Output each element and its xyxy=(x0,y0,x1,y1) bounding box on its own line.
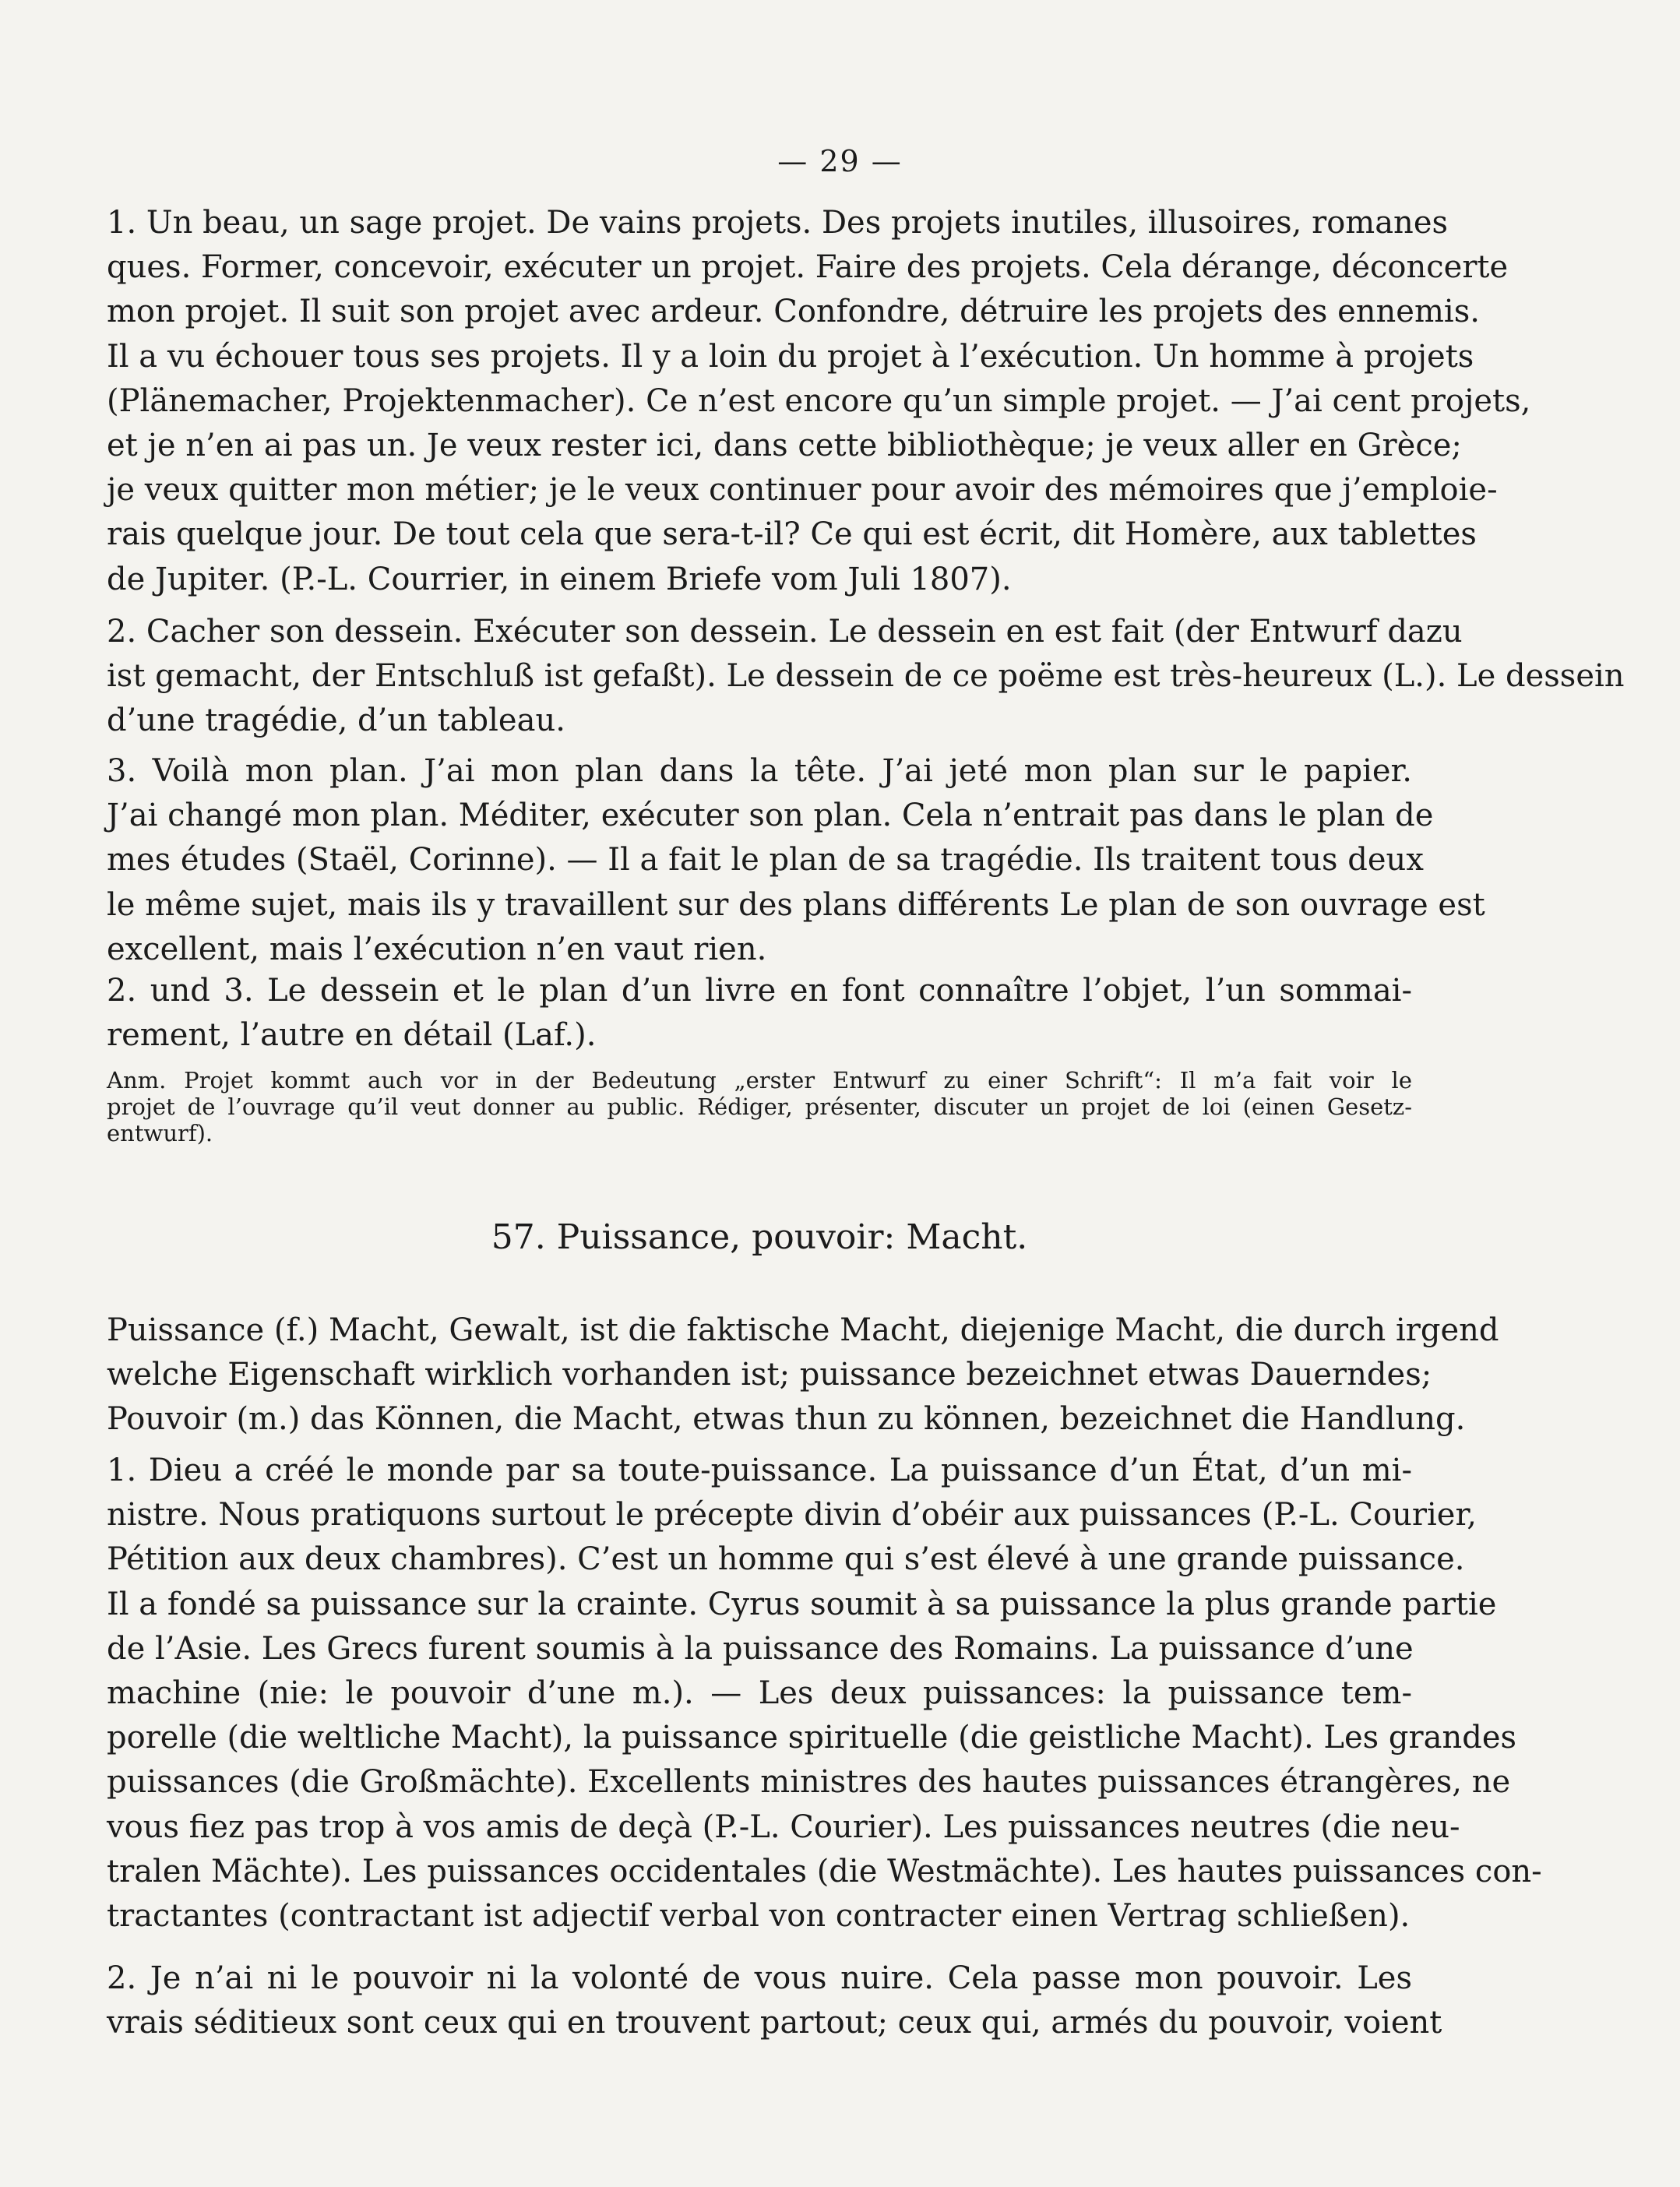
text-line: Il a fondé sa puissance sur la crainte. Cyrus soumit à sa puissance la plus grande partie xyxy=(107,1586,1497,1622)
paragraph-pouvoir xyxy=(107,1956,1442,2045)
text-line: le même sujet, mais ils y travaillent sur des plans différents Le plan de son ouvrage est xyxy=(107,886,1485,923)
definitions xyxy=(107,1308,1499,1442)
text-line: et je n’en ai pas un. Je veux rester ici, dans cette bibliothèque; je veux aller en Grèce; xyxy=(107,427,1462,463)
text-line: d’une tragédie, d’un tableau. xyxy=(107,703,565,739)
paragraph-puissance xyxy=(107,1449,1542,1939)
text-line: de Jupiter. (P.-L. Courrier, in einem Briefe vom Juli 1807). xyxy=(107,561,1012,597)
text-line: je veux quitter mon métier; je le veux continuer pour avoir des mémoires que j’emploie- xyxy=(107,472,1498,509)
text-line: tralen Mächte). Les puissances occidentales (die Westmächte). Les hautes puissances con- xyxy=(107,1853,1542,1889)
annotation-note xyxy=(107,1067,1412,1146)
text-line: vrais séditieux sont ceux qui en trouvent partout; ceux qui, armés du pouvoir, voient xyxy=(107,2005,1442,2041)
text-line: machine (nie: le pouvoir d’une m.). — Les deux puissances: la puissance tem- xyxy=(107,1675,1412,1711)
paragraph-dessein xyxy=(107,610,1625,744)
definition-line: Pouvoir (m.) das Können, die Macht, etwas thun zu können, bezeichnet die Handlung. xyxy=(107,1401,1466,1438)
section-heading xyxy=(107,1215,1412,1259)
paragraph-projet xyxy=(107,201,1531,602)
text-line: puissances (die Großmächte). Excellents ministres des hautes puissances étrangères, ne xyxy=(107,1764,1511,1801)
text-line: nistre. Nous pratiquons surtout le précepte divin d’obéir aux puissances (P.-L. Courier, xyxy=(107,1497,1477,1534)
text-line: Pétition aux deux chambres). C’est un homme qui s’est élevé à une grande puissance. xyxy=(107,1541,1465,1578)
text-line: porelle (die weltliche Macht), la puissance spirituelle (die geistliche Macht). Les grandes xyxy=(107,1720,1517,1756)
text-line: 2. Je n’ai ni le pouvoir ni la volonté de vous nuire. Cela passe mon pouvoir. Les xyxy=(107,1960,1412,1996)
text-line: de l’Asie. Les Grecs furent soumis à la puissance des Romains. La puissance d’une xyxy=(107,1630,1414,1667)
text-line: J’ai changé mon plan. Méditer, exécuter son plan. Cela n’entrait pas dans le plan de xyxy=(107,798,1434,834)
text-line: excellent, mais l’exécution n’en vaut rien. xyxy=(107,931,767,967)
text-line: 2. und 3. Le dessein et le plan d’un livre en font connaître l’objet, l’un sommai- xyxy=(107,973,1412,1009)
note-line: projet de l’ouvrage qu’il veut donner au public. Rédiger, présenter, discuter un projet de loi (einen Gesetz- xyxy=(107,1094,1412,1120)
text-line: vous fiez pas trop à vos amis de deçà (P.-L. Courier). Les puissances neutres (die neu- xyxy=(107,1808,1460,1845)
text-line: mon projet. Il suit son projet avec ardeur. Confondre, détruire les projets des ennemis. xyxy=(107,294,1480,330)
note-line: Anm. Projet kommt auch vor in der Bedeutung „erster Entwurf zu einer Schrift“: Il m’a fait voir le xyxy=(107,1067,1412,1094)
text-line: 1. Un beau, un sage projet. De vains projets. Des projets inutiles, illusoires, romanes xyxy=(107,205,1449,241)
note-line: entwurf). xyxy=(107,1120,213,1146)
text-line: rais quelque jour. De tout cela que sera-t-il? Ce qui est écrit, dit Homère, aux tablettes xyxy=(107,516,1477,553)
text-line: ist gemacht, der Entschluß ist gefaßt). Le dessein de ce poëme est très-heureux (L.). Le dessein xyxy=(107,658,1625,695)
section-heading-text: 57. Puissance, pouvoir: Macht. xyxy=(491,1217,1028,1257)
text-line: ques. Former, concevoir, exécuter un projet. Faire des projets. Cela dérange, déconcerte xyxy=(107,249,1509,286)
text-line: tractantes (contractant ist adjectif verbal von contracter einen Vertrag schließen). xyxy=(107,1897,1411,1934)
paragraph-dessein-plan xyxy=(107,969,1412,1058)
text-line: mes études (Staël, Corinne). — Il a fait le plan de sa tragédie. Ils traitent tous deux xyxy=(107,842,1424,879)
text-line: 2. Cacher son dessein. Exécuter son dessein. Le dessein en est fait (der Entwurf dazu xyxy=(107,614,1463,650)
definition-line: Puissance (f.) Macht, Gewalt, ist die faktische Macht, diejenige Macht, die durch irgend xyxy=(107,1312,1499,1348)
text-line: 1. Dieu a créé le monde par sa toute-puissance. La puissance d’un État, d’un mi- xyxy=(107,1453,1412,1488)
text-line: (Plänemacher, Projektenmacher). Ce n’est encore qu’un simple projet. — J’ai cent projets, xyxy=(107,382,1531,419)
text-line: Il a vu échouer tous ses projets. Il y a loin du projet à l’exécution. Un homme à projets xyxy=(107,338,1474,375)
paragraph-plan xyxy=(107,749,1485,972)
text-line: rement, l’autre en détail (Laf.). xyxy=(107,1017,597,1054)
text-line: 3. Voilà mon plan. J’ai mon plan dans la tête. J’ai jeté mon plan sur le papier. xyxy=(107,753,1412,789)
definition-line: welche Eigenschaft wirklich vorhanden ist; puissance bezeichnet etwas Dauerndes; xyxy=(107,1357,1432,1393)
page-number: — 29 — xyxy=(777,144,903,178)
